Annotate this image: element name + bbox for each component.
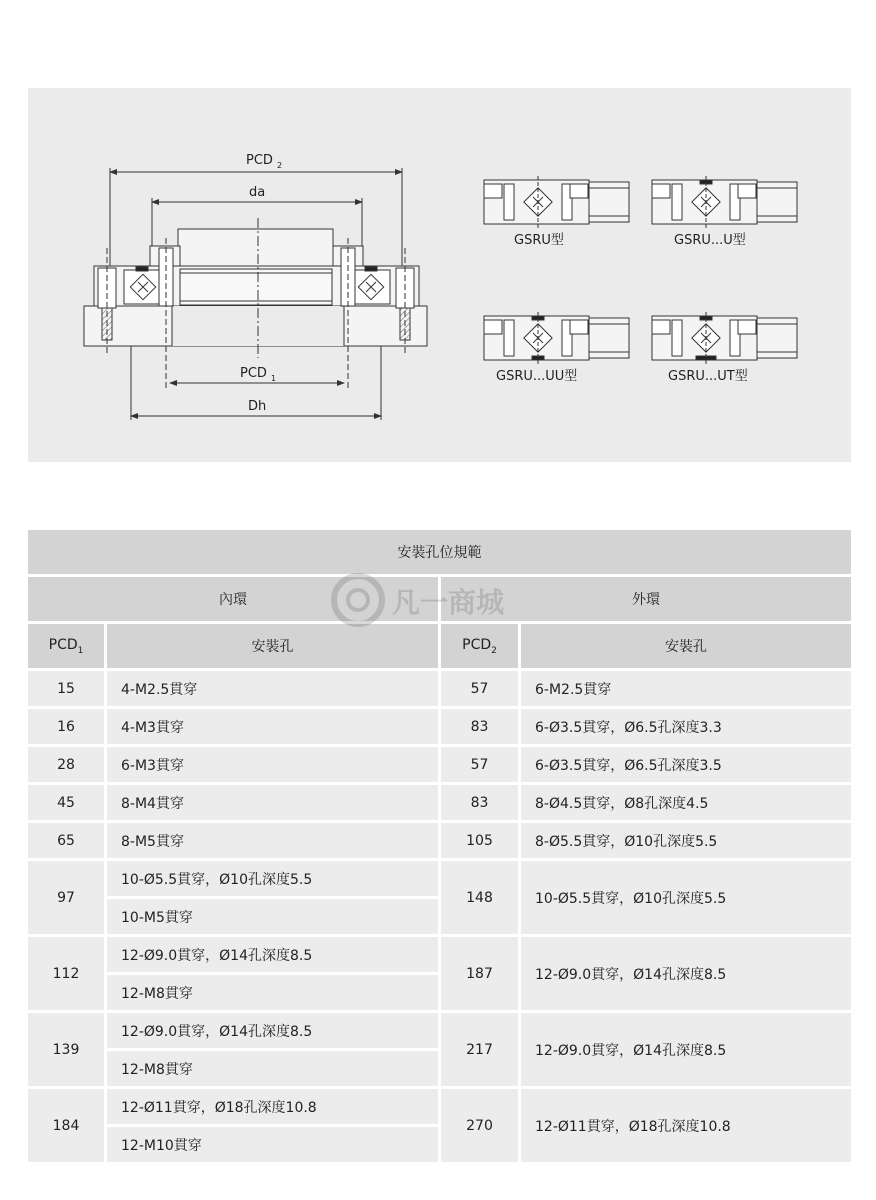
svg-text:1: 1 [271,374,277,383]
outer-ring-header: 外環 [441,577,851,624]
inner-hole-cell: 4-M2.5貫穿 [107,671,441,709]
pcd1-cell: 97 [28,861,107,937]
pcd1-cell: 112 [28,937,107,1013]
outer-hole-cell: 12-Ø9.0貫穿，Ø14孔深度8.5 [521,937,851,1013]
outer-hole-cell: 12-Ø11貫穿，Ø18孔深度10.8 [521,1089,851,1165]
inner-hole-cell: 6-M3貫穿 [107,747,441,785]
pcd2-cell: 57 [441,671,521,709]
pcd1-cell: 45 [28,785,107,823]
inner-hole-cell: 12-M8貫穿 [107,975,441,1013]
pcd2-cell: 217 [441,1013,521,1089]
table-body [28,671,851,1165]
col-pcd1: $PCD_1$ [28,624,107,671]
variant-label: GSRU...UU型 [496,369,578,384]
outer-hole-cell: 10-Ø5.5貫穿，Ø10孔深度5.5 [521,861,851,937]
pcd2-cell: 83 [441,709,521,747]
pcd1-cell: 184 [28,1089,107,1165]
pcd1-cell: 28 [28,747,107,785]
table-row [28,671,851,709]
variant-gsru [484,176,629,248]
svg-text:2: 2 [277,161,283,170]
pcd2-cell: 105 [441,823,521,861]
table-title: 安裝孔位規範 [28,530,851,577]
outer-hole-cell: 8-Ø5.5貫穿，Ø10孔深度5.5 [521,823,851,861]
outer-hole-cell: 6-M2.5貫穿 [521,671,851,709]
col-outer-hole: 安裝孔 [521,624,851,671]
variant-gsru-ut [652,312,797,384]
table-row [28,747,851,785]
table-row [28,1013,851,1051]
table-row [28,937,851,975]
outer-hole-cell: 6-Ø3.5貫穿，Ø6.5孔深度3.5 [521,747,851,785]
drawing-panel [28,88,851,462]
inner-hole-cell: 12-M10貫穿 [107,1127,441,1165]
pcd2-cell: 83 [441,785,521,823]
table-row [28,861,851,899]
pcd2-cell: 57 [441,747,521,785]
inner-ring-header: 內環 [28,577,441,624]
col-pcd2: $PCD_2$ [441,624,521,671]
table-row [28,709,851,747]
inner-hole-cell: 4-M3貫穿 [107,709,441,747]
pcd2-cell: 270 [441,1089,521,1165]
outer-hole-cell: 6-Ø3.5貫穿，Ø6.5孔深度3.3 [521,709,851,747]
col-inner-hole: 安裝孔 [107,624,441,671]
pcd1-cell: 15 [28,671,107,709]
pcd2-label: PCD [246,153,273,168]
outer-hole-cell: 12-Ø9.0貫穿，Ø14孔深度8.5 [521,1013,851,1089]
table-row [28,1089,851,1127]
pcd1-cell: 139 [28,1013,107,1089]
dh-label: Dh [248,399,267,414]
variant-label: GSRU...U型 [674,233,746,248]
table-row [28,823,851,861]
main-section [84,153,427,420]
mounting-hole-table [28,530,851,1165]
bearing-section-drawing [28,88,851,462]
pcd1-cell: 16 [28,709,107,747]
variant-gsru-uu [484,312,629,384]
pcd1-cell: 65 [28,823,107,861]
inner-hole-cell: 12-Ø9.0貫穿，Ø14孔深度8.5 [107,1013,441,1051]
variant-label: GSRU型 [514,233,564,248]
variant-label: GSRU...UT型 [668,369,748,384]
inner-hole-cell: 10-Ø5.5貫穿，Ø10孔深度5.5 [107,861,441,899]
pcd2-cell: 187 [441,937,521,1013]
outer-hole-cell: 8-Ø4.5貫穿，Ø8孔深度4.5 [521,785,851,823]
svg-text:凡一商城: 凡一商城 [392,586,505,619]
inner-hole-cell: 8-M4貫穿 [107,785,441,823]
inner-hole-cell: 12-Ø11貫穿，Ø18孔深度10.8 [107,1089,441,1127]
inner-hole-cell: 8-M5貫穿 [107,823,441,861]
inner-hole-cell: 10-M5貫穿 [107,899,441,937]
variant-gsru-u [652,176,797,248]
inner-hole-cell: 12-Ø9.0貫穿，Ø14孔深度8.5 [107,937,441,975]
da-label: da [249,185,266,200]
pcd1-label: PCD [240,366,267,381]
table-row [28,785,851,823]
pcd2-cell: 148 [441,861,521,937]
inner-hole-cell: 12-M8貫穿 [107,1051,441,1089]
